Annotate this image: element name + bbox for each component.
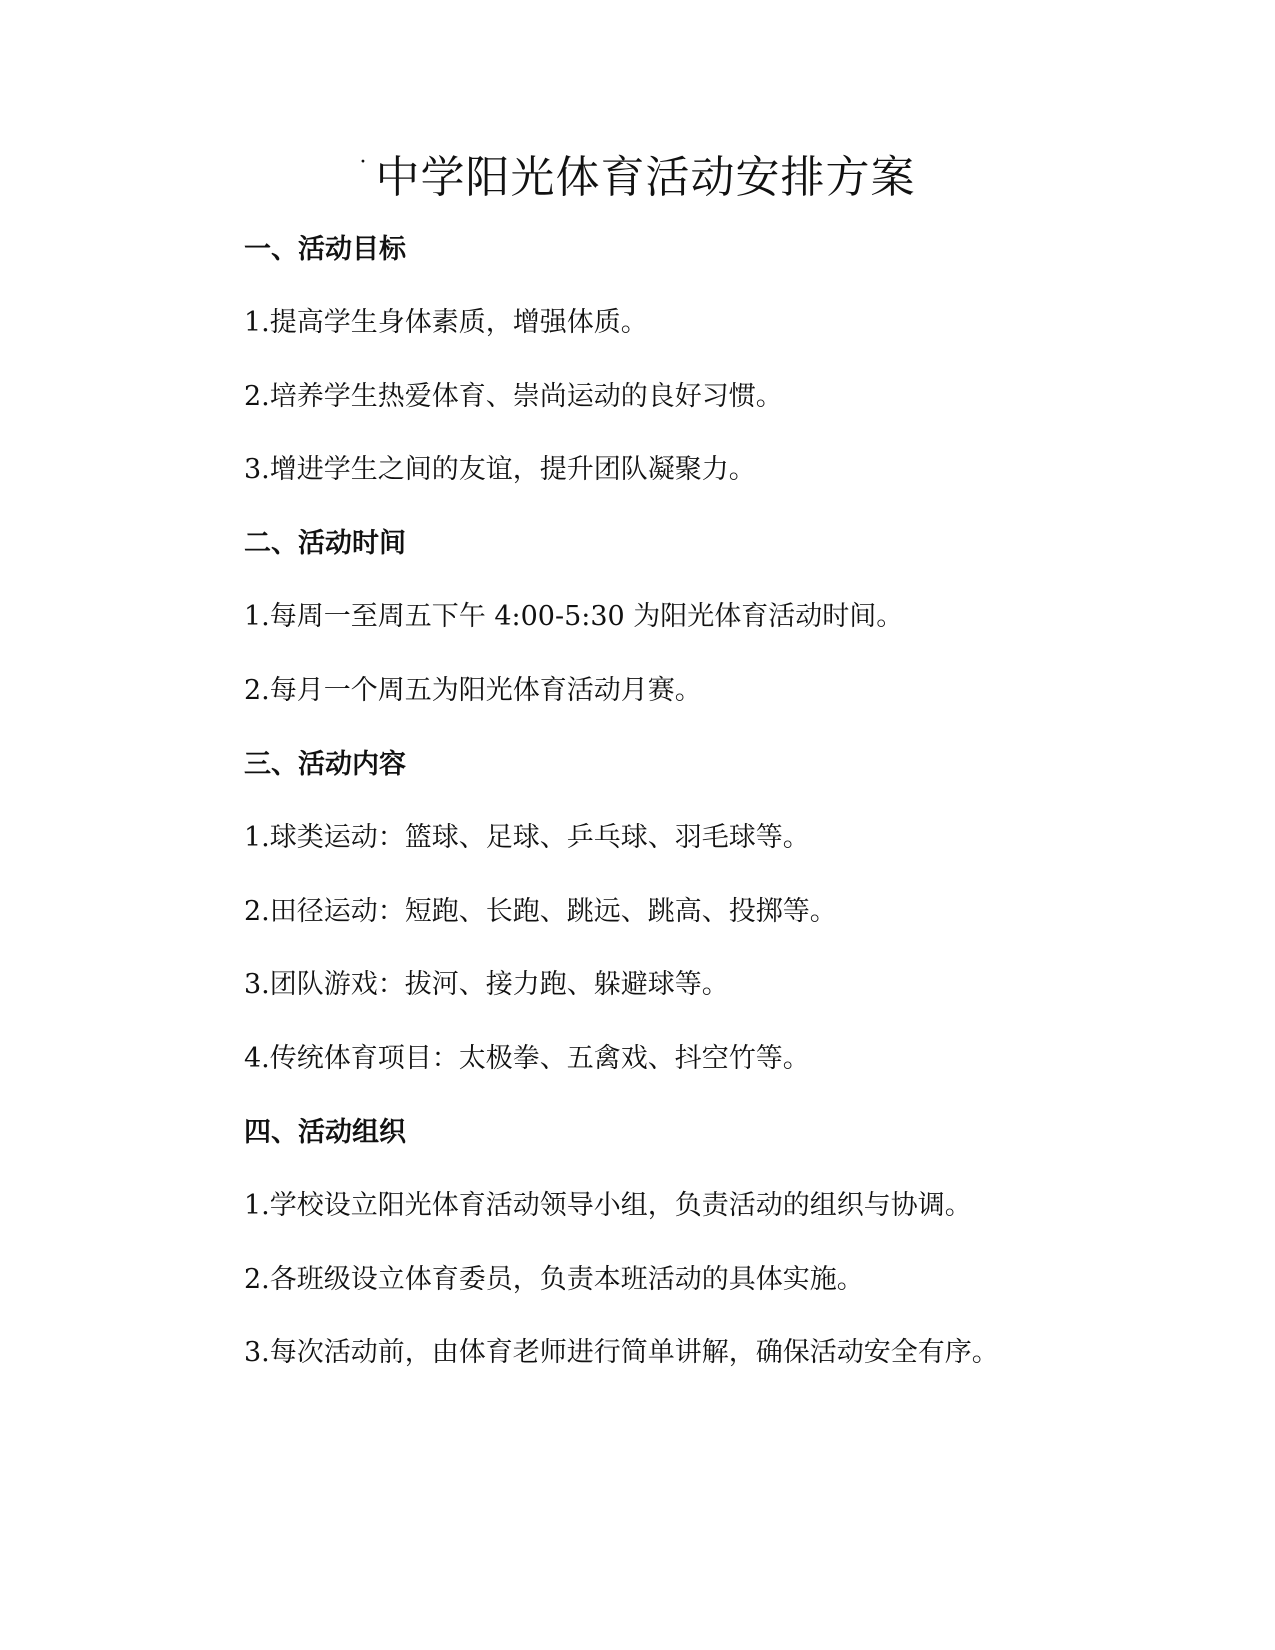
section-heading-content: 三、活动内容 (244, 749, 406, 780)
section-heading-goals: 一、活动目标 (244, 234, 406, 265)
title-mark: · (359, 150, 368, 175)
section-heading-organization: 四、活动组织 (244, 1117, 406, 1148)
content-item-4: 4.传统体育项目：太极拳、五禽戏、抖空竹等。 (244, 1043, 810, 1074)
goal-item-3: 3.增进学生之间的友谊，提升团队凝聚力。 (244, 454, 756, 485)
organization-item-2: 2.各班级设立体育委员，负责本班活动的具体实施。 (244, 1264, 864, 1295)
organization-item-1: 1.学校设立阳光体育活动领导小组，负责活动的组织与协调。 (244, 1190, 972, 1221)
goal-item-2: 2.培养学生热爱体育、崇尚运动的良好习惯。 (244, 381, 783, 412)
content-item-1: 1.球类运动：篮球、足球、乒乓球、羽毛球等。 (244, 822, 810, 853)
time-item-2: 2.每月一个周五为阳光体育活动月赛。 (244, 675, 702, 706)
section-heading-time: 二、活动时间 (244, 528, 406, 559)
goal-item-1: 1.提高学生身体素质，增强体质。 (244, 307, 648, 338)
content-item-2: 2.田径运动：短跑、长跑、跳远、跳高、投掷等。 (244, 896, 837, 927)
title-text: 中学阳光体育活动安排方案 (375, 152, 916, 203)
time-item-1: 1.每周一至周五下午 4:00-5:30 为阳光体育活动时间。 (244, 601, 904, 632)
content-item-3: 3.团队游戏：拔河、接力跑、躲避球等。 (244, 969, 729, 1000)
page-title (0, 148, 1275, 208)
organization-item-3: 3.每次活动前，由体育老师进行简单讲解，确保活动安全有序。 (244, 1337, 999, 1368)
